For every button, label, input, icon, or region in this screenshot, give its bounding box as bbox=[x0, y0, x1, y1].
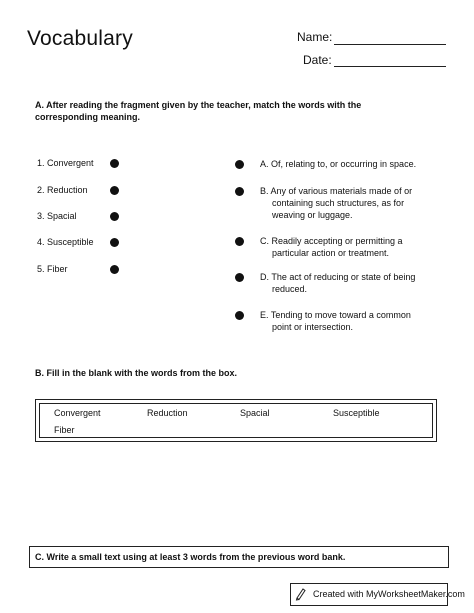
match-dot-right[interactable] bbox=[235, 311, 244, 320]
section-c-box bbox=[29, 546, 449, 568]
match-dot-right[interactable] bbox=[235, 237, 244, 246]
matching-meaning-text bbox=[260, 271, 450, 295]
matching-word-label: 2. Reduction bbox=[37, 185, 88, 195]
name-field[interactable] bbox=[334, 44, 446, 45]
matching-meaning-text bbox=[260, 309, 450, 333]
pencil-icon bbox=[295, 587, 307, 603]
section-c-instruction: C. Write a small text using at least 3 words from the previous word bank. bbox=[35, 552, 346, 562]
date-label: Date: bbox=[303, 53, 332, 67]
match-dot-left[interactable] bbox=[110, 212, 119, 221]
footer-text: Created with MyWorksheetMaker.com bbox=[313, 589, 465, 599]
meaning-line: C. Readily accepting or permitting a bbox=[260, 236, 403, 246]
footer-badge bbox=[290, 583, 465, 606]
match-dot-left[interactable] bbox=[110, 159, 119, 168]
meaning-line: point or intersection. bbox=[272, 322, 354, 332]
matching-word-row bbox=[37, 157, 122, 171]
name-label: Name: bbox=[297, 30, 333, 44]
word-bank-item: Susceptible bbox=[333, 408, 380, 418]
match-dot-right[interactable] bbox=[235, 273, 244, 282]
meaning-line: E. Tending to move toward a common bbox=[260, 310, 411, 320]
word-bank-box bbox=[35, 399, 437, 442]
section-b-instruction: B. Fill in the blank with the words from the box. bbox=[35, 368, 238, 378]
meaning-line: D. The act of reducing or state of being bbox=[260, 272, 416, 282]
word-bank-item: Fiber bbox=[54, 425, 75, 435]
match-dot-right[interactable] bbox=[235, 187, 244, 196]
matching-word-row bbox=[37, 210, 122, 224]
matching-word-label: 1. Convergent bbox=[37, 158, 94, 168]
page-title: Vocabulary bbox=[27, 27, 133, 50]
meaning-line: particular action or treatment. bbox=[272, 248, 390, 258]
matching-word-label: 4. Susceptible bbox=[37, 237, 94, 247]
meaning-line: weaving or luggage. bbox=[272, 210, 353, 220]
match-dot-left[interactable] bbox=[110, 186, 119, 195]
date-field[interactable] bbox=[334, 66, 446, 67]
match-dot-left[interactable] bbox=[110, 238, 119, 247]
meaning-line: A. Of, relating to, or occurring in space. bbox=[260, 159, 417, 169]
matching-meaning-text bbox=[260, 235, 450, 259]
word-bank-item: Reduction bbox=[147, 408, 188, 418]
section-a-instruction: A. After reading the fragment given by the teacher, match the words with the corresponding meaning. bbox=[35, 100, 362, 122]
meaning-line: containing such structures, as for bbox=[272, 198, 405, 208]
matching-word-row bbox=[37, 236, 122, 250]
word-bank-item: Convergent bbox=[54, 408, 101, 418]
meaning-line: reduced. bbox=[272, 284, 308, 294]
match-dot-left[interactable] bbox=[110, 265, 119, 274]
meaning-line: B. Any of various materials made of or bbox=[260, 186, 413, 196]
word-bank-inner bbox=[39, 403, 433, 438]
word-bank-item: Spacial bbox=[240, 408, 270, 418]
matching-meaning-text bbox=[260, 158, 450, 170]
matching-word-label: 3. Spacial bbox=[37, 211, 77, 221]
matching-word-row bbox=[37, 263, 122, 277]
matching-word-row bbox=[37, 184, 122, 198]
match-dot-right[interactable] bbox=[235, 160, 244, 169]
matching-word-label: 5. Fiber bbox=[37, 264, 68, 274]
matching-meaning-text bbox=[260, 185, 450, 221]
